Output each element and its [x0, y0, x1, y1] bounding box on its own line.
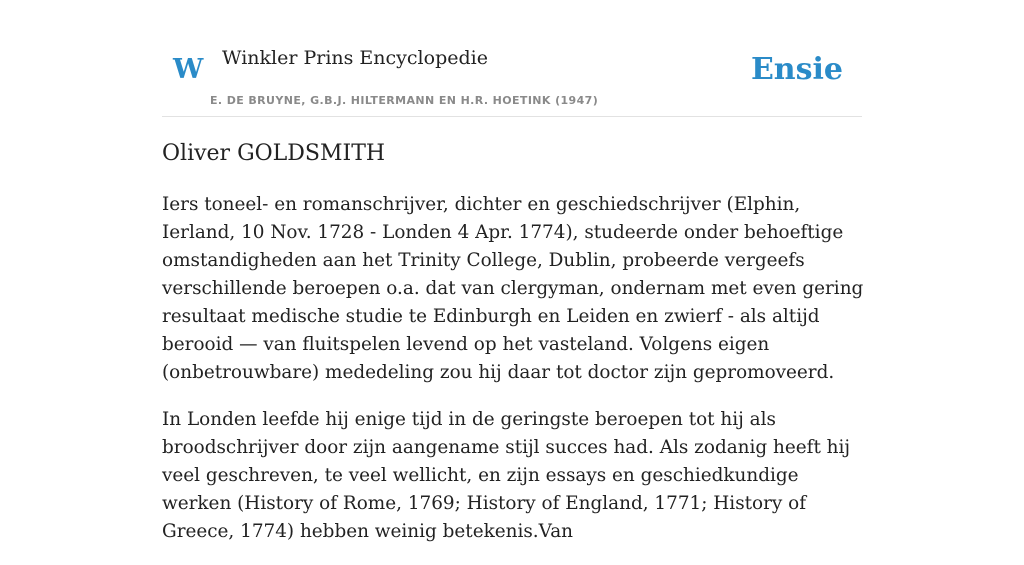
winkler-prins-logo-icon[interactable]: W: [173, 54, 204, 85]
publication-title: Winkler Prins Encyclopedie: [222, 47, 488, 69]
article-body: [162, 191, 866, 565]
article-paragraph: Iers toneel- en romanschrijver, dichter en geschiedschrijver (Elphin, Ierland, 10 Nov. 1728 - Londen 4 Apr. 1774), studeerde onder behoeftige omstandigheden aan het Trinity College, Dublin, probeerde vergeefs verschillende beroepen o.a. dat van clergyman, ondernam met even gering resultaat medische studie te Edinburgh en Leiden en zwierf - als altijd berooid — van fluitspelen levend op het vasteland. Volgens eigen (onbetrouwbare) mededeling zou hij daar tot doctor zijn gepromoveerd.: [162, 194, 864, 383]
article-paragraph: In Londen leefde hij enige tijd in de geringste beroepen tot hij als broodschrijver door zijn aangename stijl succes had. Als zodanig heeft hij veel geschreven, te veel wellicht, en zijn essays en geschiedkundige werken (History of Rome, 1769; History of England, 1771; History of Greece, 1774) hebben weinig betekenis.Van: [162, 409, 851, 542]
article-title: Oliver GOLDSMITH: [162, 141, 386, 166]
publication-authors: E. DE BRUYNE, G.B.J. HILTERMANN EN H.R. HOETINK (1947): [210, 94, 599, 107]
site-header: [162, 0, 862, 117]
ensie-logo-link[interactable]: Ensie: [750, 52, 843, 87]
